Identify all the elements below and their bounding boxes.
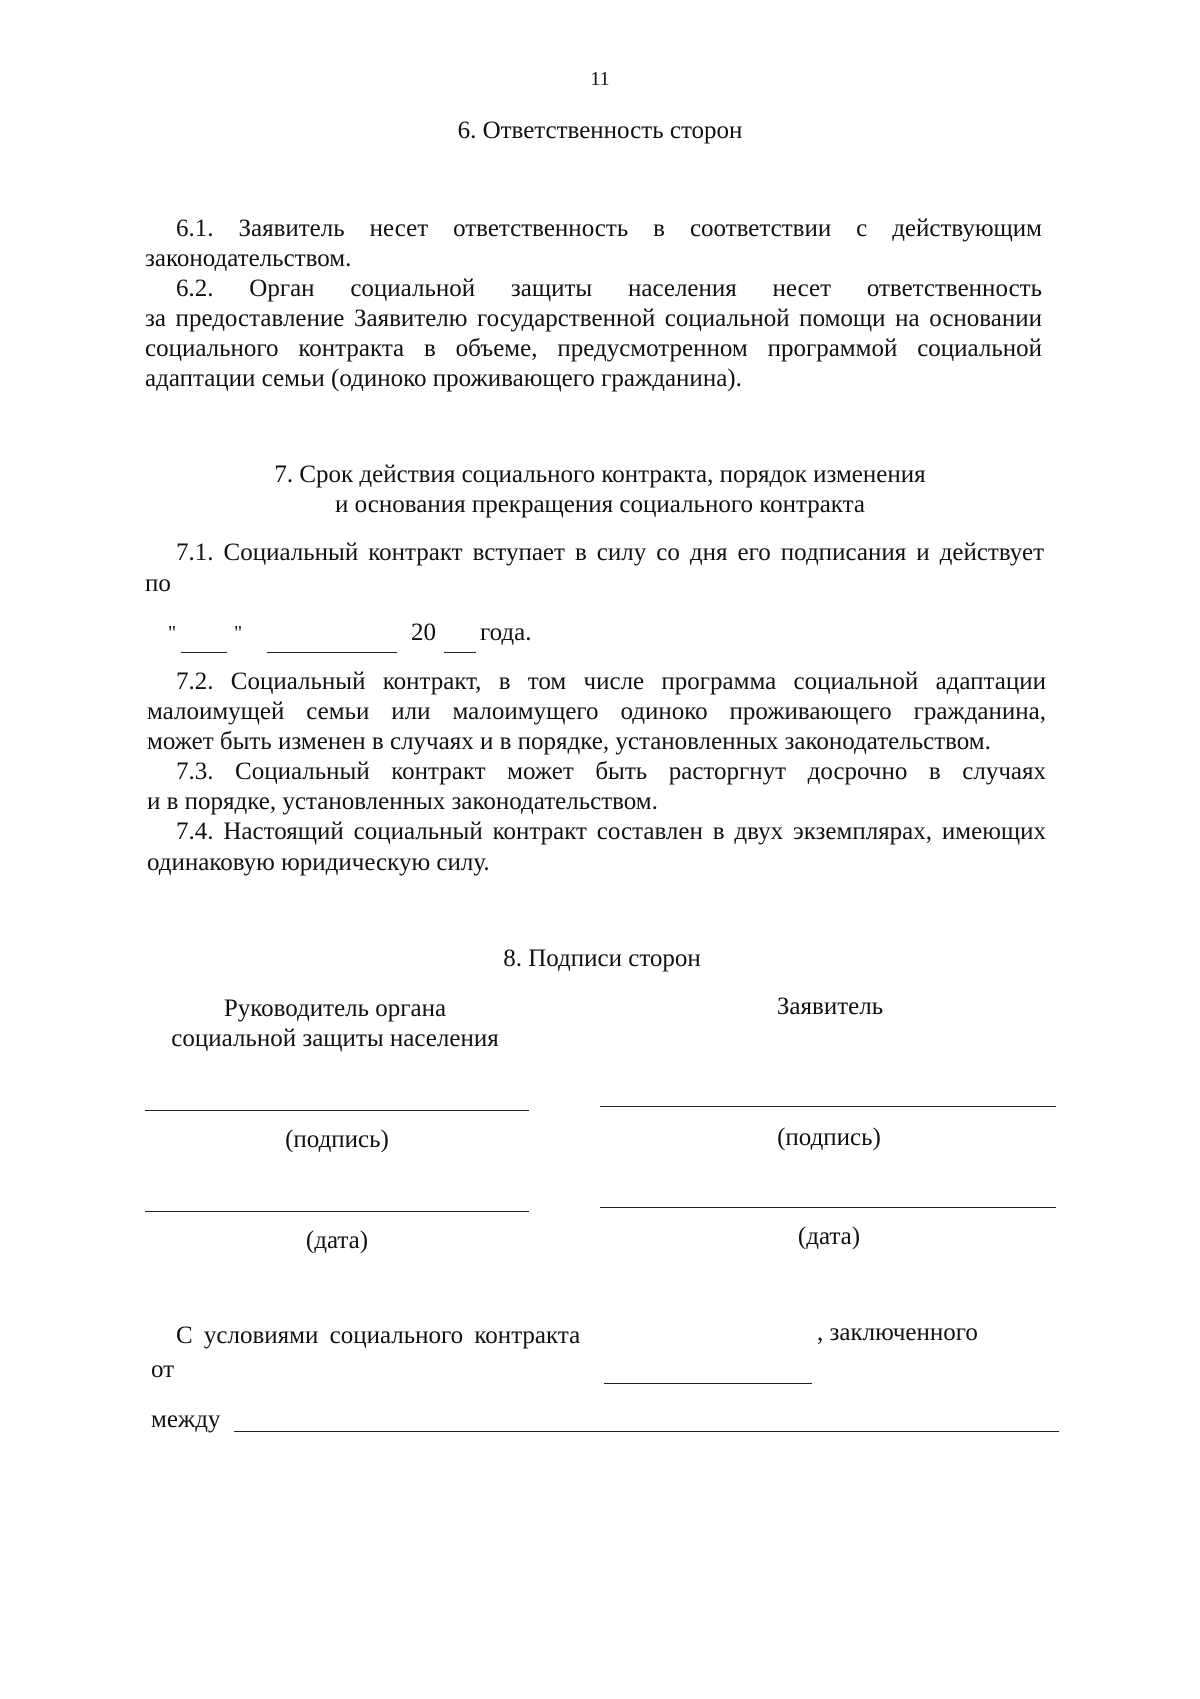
paragraph-6-2-line-2: за предоставление Заявителю государственной социальной помощи на основании bbox=[145, 305, 1042, 332]
right-signature-line[interactable] bbox=[600, 1106, 1056, 1107]
paragraph-6-1-line-1: 6.1. Заявитель несет ответственность в соответствии с действующим bbox=[176, 215, 1042, 242]
paragraph-7-2-line-2: малоимущей семьи или малоимущего одиноко проживающего гражданина, bbox=[147, 698, 1046, 725]
date-quote-open: " bbox=[168, 622, 177, 644]
acknowledgement-text-start: С условиями социального контракта bbox=[176, 1322, 581, 1349]
right-date-label: (дата) bbox=[797, 1223, 861, 1250]
section-7-heading-line-2: и основания прекращения социального контракта bbox=[335, 491, 865, 518]
paragraph-7-2-line-3: может быть изменен в случаях и в порядке, установленных законодательством. bbox=[147, 728, 991, 755]
date-year-prefix: 20 bbox=[411, 619, 436, 646]
left-date-line[interactable] bbox=[145, 1211, 529, 1212]
acknowledgement-text-between: между bbox=[151, 1406, 221, 1433]
paragraph-7-1-line-2: по bbox=[145, 570, 171, 597]
right-signatory-title: Заявитель bbox=[776, 993, 884, 1020]
section-6-heading: 6. Ответственность сторон bbox=[457, 117, 743, 144]
page-number: 11 bbox=[590, 68, 610, 90]
paragraph-7-4-line-1: 7.4. Настоящий социальный контракт составлен в двух экземплярах, имеющих bbox=[176, 818, 1046, 845]
left-signature-label: (подпись) bbox=[285, 1126, 389, 1153]
left-signatory-title-line-2: социальной защиты населения bbox=[171, 1025, 499, 1052]
month-blank-line[interactable] bbox=[267, 652, 397, 653]
year-blank-line[interactable] bbox=[444, 652, 476, 653]
date-quote-close: " bbox=[234, 622, 243, 644]
left-date-label: (дата) bbox=[305, 1227, 369, 1254]
left-signature-line[interactable] bbox=[145, 1110, 529, 1111]
section-7-heading-line-1: 7. Срок действия социального контракта, порядок изменения bbox=[274, 461, 926, 488]
paragraph-6-2-line-1: 6.2. Орган социальной защиты населения несет ответственность bbox=[176, 275, 1042, 302]
day-blank-line[interactable] bbox=[181, 652, 227, 653]
contract-date-blank-line[interactable] bbox=[604, 1383, 812, 1384]
left-signatory-title-line-1: Руководитель органа bbox=[223, 995, 447, 1022]
section-8-heading: 8. Подписи сторон bbox=[503, 945, 701, 972]
parties-blank-line[interactable] bbox=[234, 1431, 1059, 1432]
paragraph-7-1-line-1: 7.1. Социальный контракт вступает в силу со дня его подписания и действует bbox=[176, 539, 1044, 566]
paragraph-6-2-line-4: адаптации семьи (одиноко проживающего гражданина). bbox=[145, 365, 742, 392]
paragraph-7-3-line-2: и в порядке, установленных законодательством. bbox=[147, 788, 658, 815]
acknowledgement-text-concluded: , заключенного bbox=[817, 1319, 978, 1346]
right-signature-label: (подпись) bbox=[777, 1124, 881, 1151]
paragraph-6-2-line-3: социального контракта в объеме, предусмотренном программой социальной bbox=[145, 335, 1042, 362]
paragraph-7-2-line-1: 7.2. Социальный контракт, в том числе программа социальной адаптации bbox=[176, 668, 1046, 695]
paragraph-7-3-line-1: 7.3. Социальный контракт может быть расторгнут досрочно в случаях bbox=[176, 758, 1046, 785]
acknowledgement-text-from: от bbox=[151, 1356, 175, 1383]
right-date-line[interactable] bbox=[600, 1207, 1056, 1208]
paragraph-7-4-line-2: одинаковую юридическую силу. bbox=[147, 849, 490, 876]
paragraph-6-1-line-2: законодательством. bbox=[145, 245, 352, 272]
date-suffix: года. bbox=[480, 619, 532, 646]
